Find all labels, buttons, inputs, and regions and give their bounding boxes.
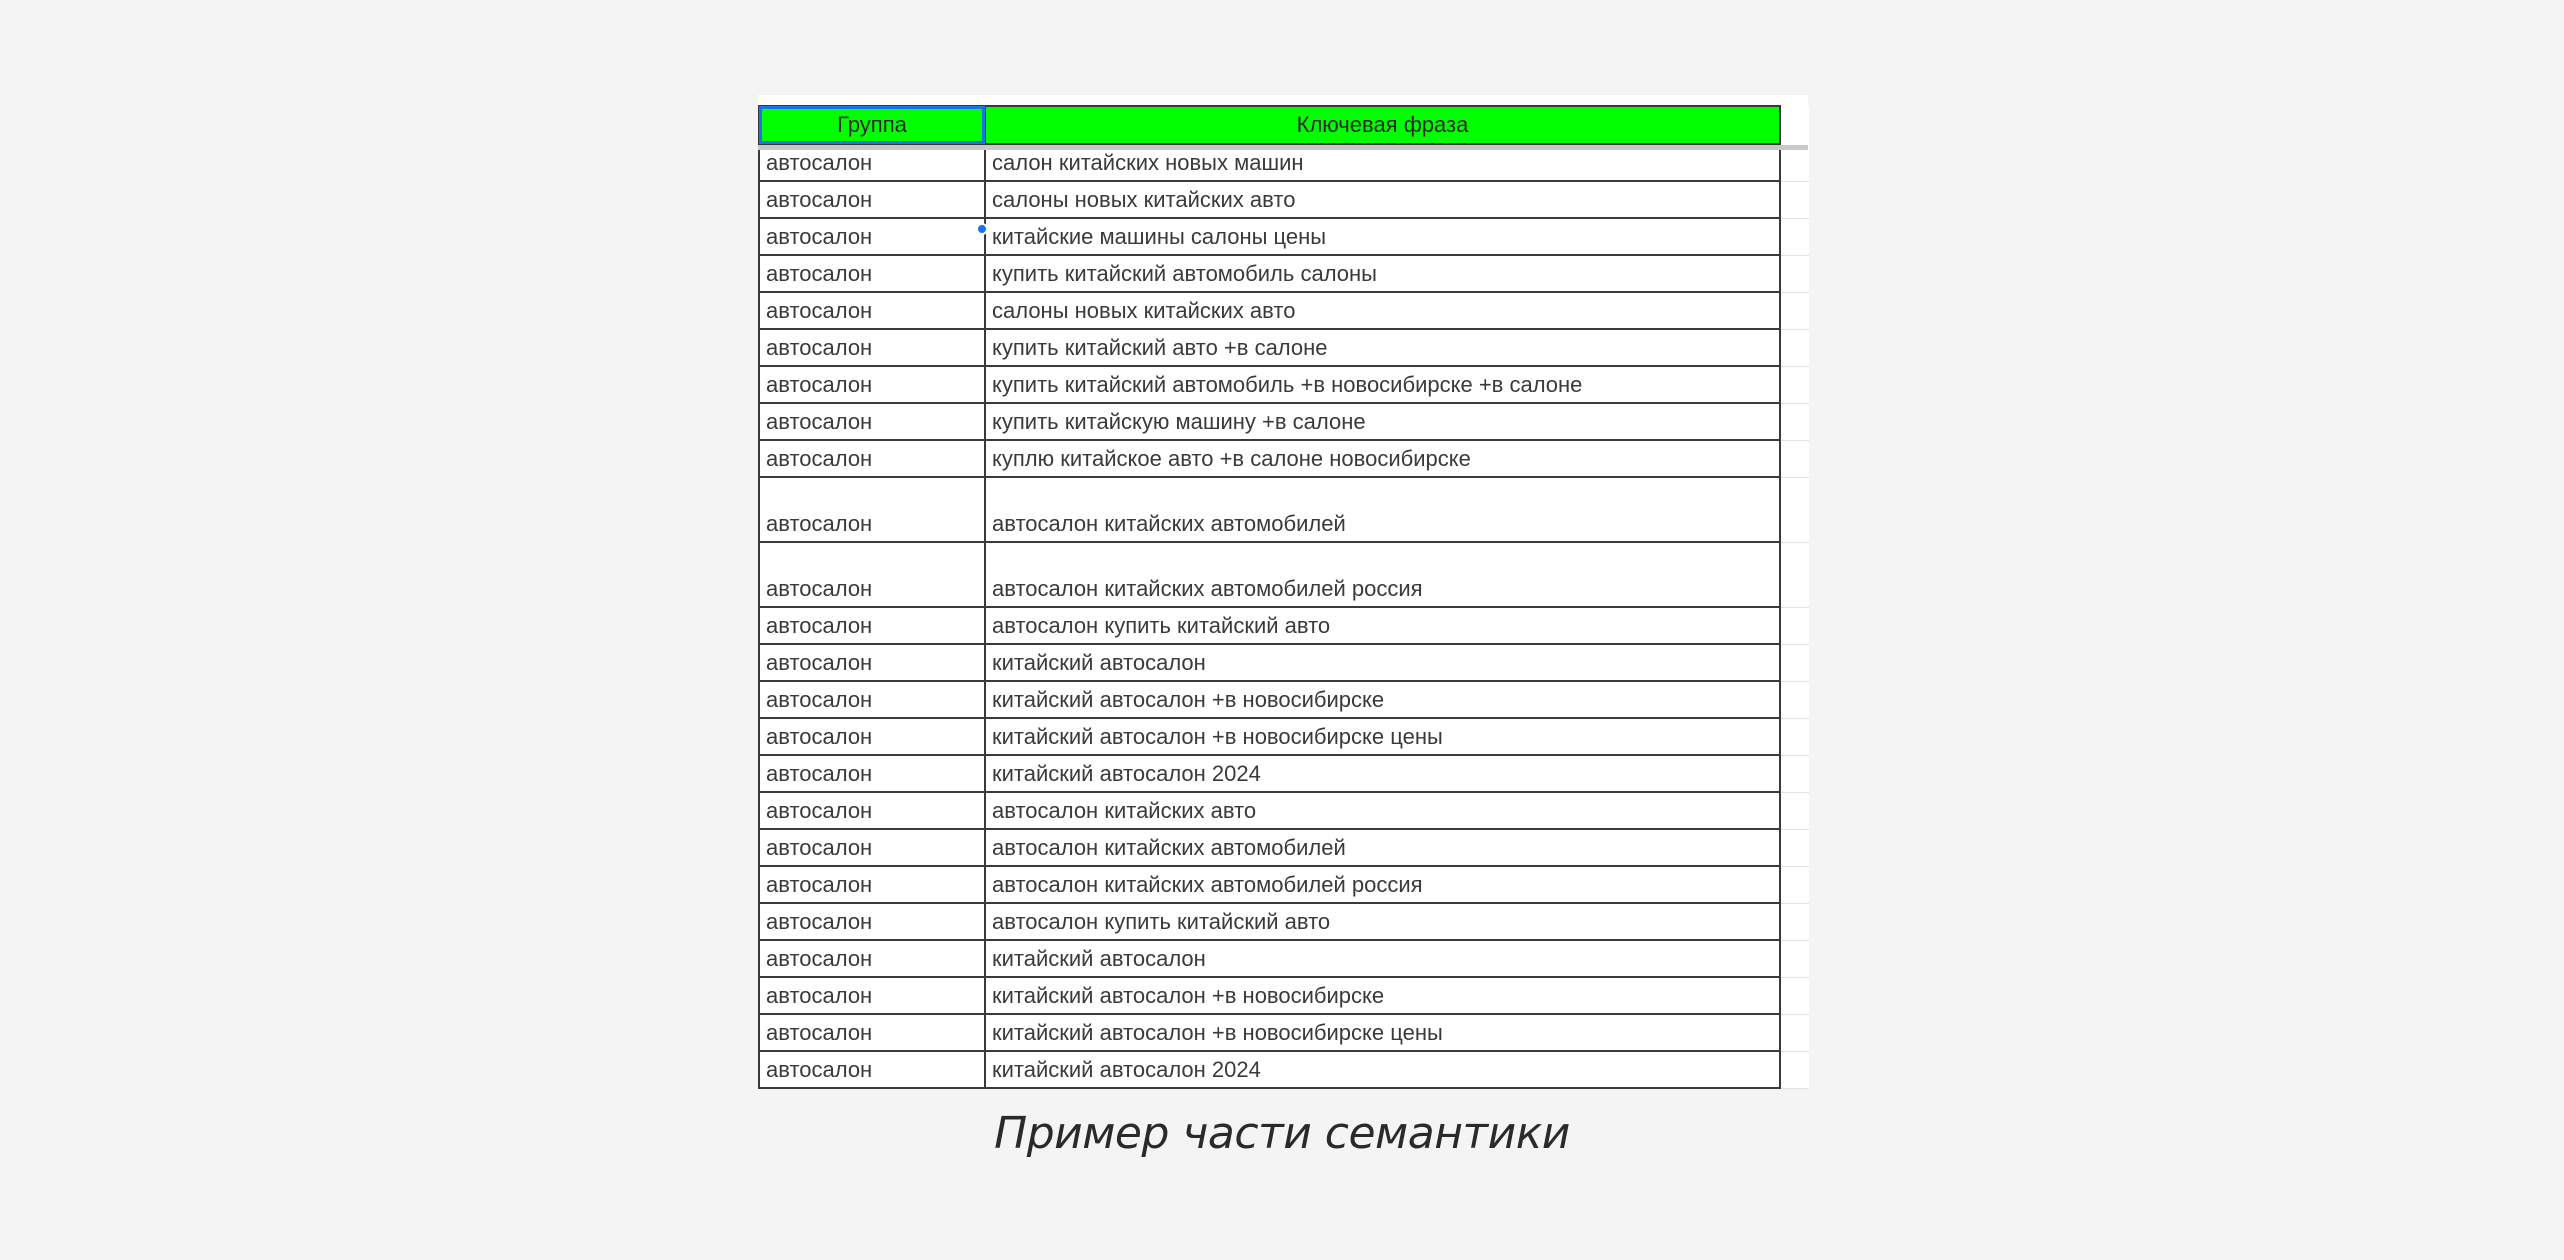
cell-empty[interactable] xyxy=(1780,718,1809,755)
cell-phrase[interactable]: автосалон китайских автомобилей россия xyxy=(985,542,1780,607)
cell-group[interactable]: автосалон xyxy=(759,255,985,292)
cell-empty[interactable] xyxy=(1780,755,1809,792)
cell-group[interactable]: автосалон xyxy=(759,1014,985,1051)
cell-empty[interactable] xyxy=(1780,1051,1809,1088)
cell-phrase[interactable]: автосалон китайских автомобилей xyxy=(985,477,1780,542)
table-row xyxy=(759,366,1809,403)
cell-phrase[interactable]: китайский автосалон xyxy=(985,644,1780,681)
image-caption: Пример части семантики xyxy=(994,1108,1570,1159)
cell-phrase[interactable]: китайский автосалон xyxy=(985,940,1780,977)
table-row xyxy=(759,1051,1809,1088)
frozen-row-divider[interactable] xyxy=(758,145,1808,150)
cell-phrase[interactable]: автосалон купить китайский авто xyxy=(985,607,1780,644)
cell-group[interactable]: автосалон xyxy=(759,718,985,755)
cell-group[interactable]: автосалон xyxy=(759,181,985,218)
cell-empty[interactable] xyxy=(1780,940,1809,977)
cell-group[interactable]: автосалон xyxy=(759,218,985,255)
cell-empty[interactable] xyxy=(1780,903,1809,940)
cell-group[interactable]: автосалон xyxy=(759,403,985,440)
cell-phrase[interactable]: купить китайский авто +в салоне xyxy=(985,329,1780,366)
cell-empty[interactable] xyxy=(1780,681,1809,718)
cell-phrase[interactable]: автосалон купить китайский авто xyxy=(985,903,1780,940)
cell-group[interactable]: автосалон xyxy=(759,681,985,718)
header-row xyxy=(759,106,1809,144)
cell-phrase[interactable]: автосалон китайских авто xyxy=(985,792,1780,829)
cell-group[interactable]: автосалон xyxy=(759,144,985,181)
table-row xyxy=(759,477,1809,542)
cell-empty[interactable] xyxy=(1780,329,1809,366)
cell-group[interactable]: автосалон xyxy=(759,607,985,644)
cell-group[interactable]: автосалон xyxy=(759,1051,985,1088)
table-row xyxy=(759,255,1809,292)
table-row xyxy=(759,542,1809,607)
cell-group[interactable]: автосалон xyxy=(759,644,985,681)
cell-group[interactable]: автосалон xyxy=(759,866,985,903)
cell-group[interactable]: автосалон xyxy=(759,292,985,329)
cell-group[interactable]: автосалон xyxy=(759,792,985,829)
table-row xyxy=(759,829,1809,866)
table-row xyxy=(759,440,1809,477)
cell-phrase[interactable]: автосалон китайских автомобилей xyxy=(985,829,1780,866)
cell-empty[interactable] xyxy=(1780,829,1809,866)
cell-phrase[interactable]: китайский автосалон +в новосибирске xyxy=(985,977,1780,1014)
cell-empty[interactable] xyxy=(1780,1014,1809,1051)
cell-phrase[interactable]: салоны новых китайских авто xyxy=(985,181,1780,218)
cell-phrase[interactable]: автосалон китайских автомобилей россия xyxy=(985,866,1780,903)
table-row xyxy=(759,903,1809,940)
table-row xyxy=(759,181,1809,218)
cell-empty[interactable] xyxy=(1780,366,1809,403)
table-row xyxy=(759,866,1809,903)
table-row xyxy=(759,718,1809,755)
cell-empty[interactable] xyxy=(1780,440,1809,477)
cell-group[interactable]: автосалон xyxy=(759,542,985,607)
cell-empty[interactable] xyxy=(1780,792,1809,829)
table-row xyxy=(759,681,1809,718)
table-row xyxy=(759,218,1809,255)
cell-group[interactable]: автосалон xyxy=(759,366,985,403)
cell-empty[interactable] xyxy=(1780,403,1809,440)
cell-empty[interactable] xyxy=(1780,607,1809,644)
cell-group[interactable]: автосалон xyxy=(759,755,985,792)
cell-phrase[interactable]: китайский автосалон +в новосибирске цены xyxy=(985,718,1780,755)
cell-empty[interactable] xyxy=(1780,255,1809,292)
table-body xyxy=(759,144,1809,1088)
cell-phrase[interactable]: салоны новых китайских авто xyxy=(985,292,1780,329)
cell-empty[interactable] xyxy=(1780,477,1809,542)
spreadsheet-grid xyxy=(758,95,1808,1085)
header-cell-group[interactable]: Группа xyxy=(759,106,985,144)
cell-empty[interactable] xyxy=(1780,181,1809,218)
table-row xyxy=(759,792,1809,829)
table-row xyxy=(759,977,1809,1014)
keyword-table xyxy=(758,105,1809,1089)
cell-phrase[interactable]: китайский автосалон 2024 xyxy=(985,755,1780,792)
cell-empty[interactable] xyxy=(1780,542,1809,607)
cell-group[interactable]: автосалон xyxy=(759,977,985,1014)
cell-phrase[interactable]: купить китайский автомобиль +в новосибирске +в салоне xyxy=(985,366,1780,403)
cell-empty[interactable] xyxy=(1780,866,1809,903)
cell-group[interactable]: автосалон xyxy=(759,329,985,366)
cell-phrase[interactable]: куплю китайское авто +в салоне новосибирске xyxy=(985,440,1780,477)
cell-phrase[interactable]: купить китайскую машину +в салоне xyxy=(985,403,1780,440)
table-row xyxy=(759,1014,1809,1051)
cell-phrase[interactable]: китайский автосалон +в новосибирске xyxy=(985,681,1780,718)
table-row xyxy=(759,607,1809,644)
cell-phrase[interactable]: китайский автосалон +в новосибирске цены xyxy=(985,1014,1780,1051)
cell-empty[interactable] xyxy=(1780,644,1809,681)
cell-group[interactable]: автосалон xyxy=(759,940,985,977)
table-row xyxy=(759,329,1809,366)
header-cell-empty[interactable] xyxy=(1780,106,1809,144)
table-row xyxy=(759,940,1809,977)
cell-group[interactable]: автосалон xyxy=(759,903,985,940)
cell-empty[interactable] xyxy=(1780,977,1809,1014)
cell-phrase[interactable]: китайские машины салоны цены xyxy=(985,218,1780,255)
header-cell-phrase[interactable]: Ключевая фраза xyxy=(985,106,1780,144)
table-row xyxy=(759,755,1809,792)
cell-group[interactable]: автосалон xyxy=(759,440,985,477)
table-row xyxy=(759,403,1809,440)
cell-phrase[interactable]: купить китайский автомобиль салоны xyxy=(985,255,1780,292)
cell-group[interactable]: автосалон xyxy=(759,477,985,542)
table-row xyxy=(759,292,1809,329)
table-row xyxy=(759,644,1809,681)
cell-phrase[interactable]: китайский автосалон 2024 xyxy=(985,1051,1780,1088)
cell-phrase[interactable]: салон китайских новых машин xyxy=(985,144,1780,181)
selection-fill-handle[interactable] xyxy=(976,223,988,235)
cell-group[interactable]: автосалон xyxy=(759,829,985,866)
cell-empty[interactable] xyxy=(1780,218,1809,255)
grid-top-strip xyxy=(758,95,1808,105)
cell-empty[interactable] xyxy=(1780,292,1809,329)
